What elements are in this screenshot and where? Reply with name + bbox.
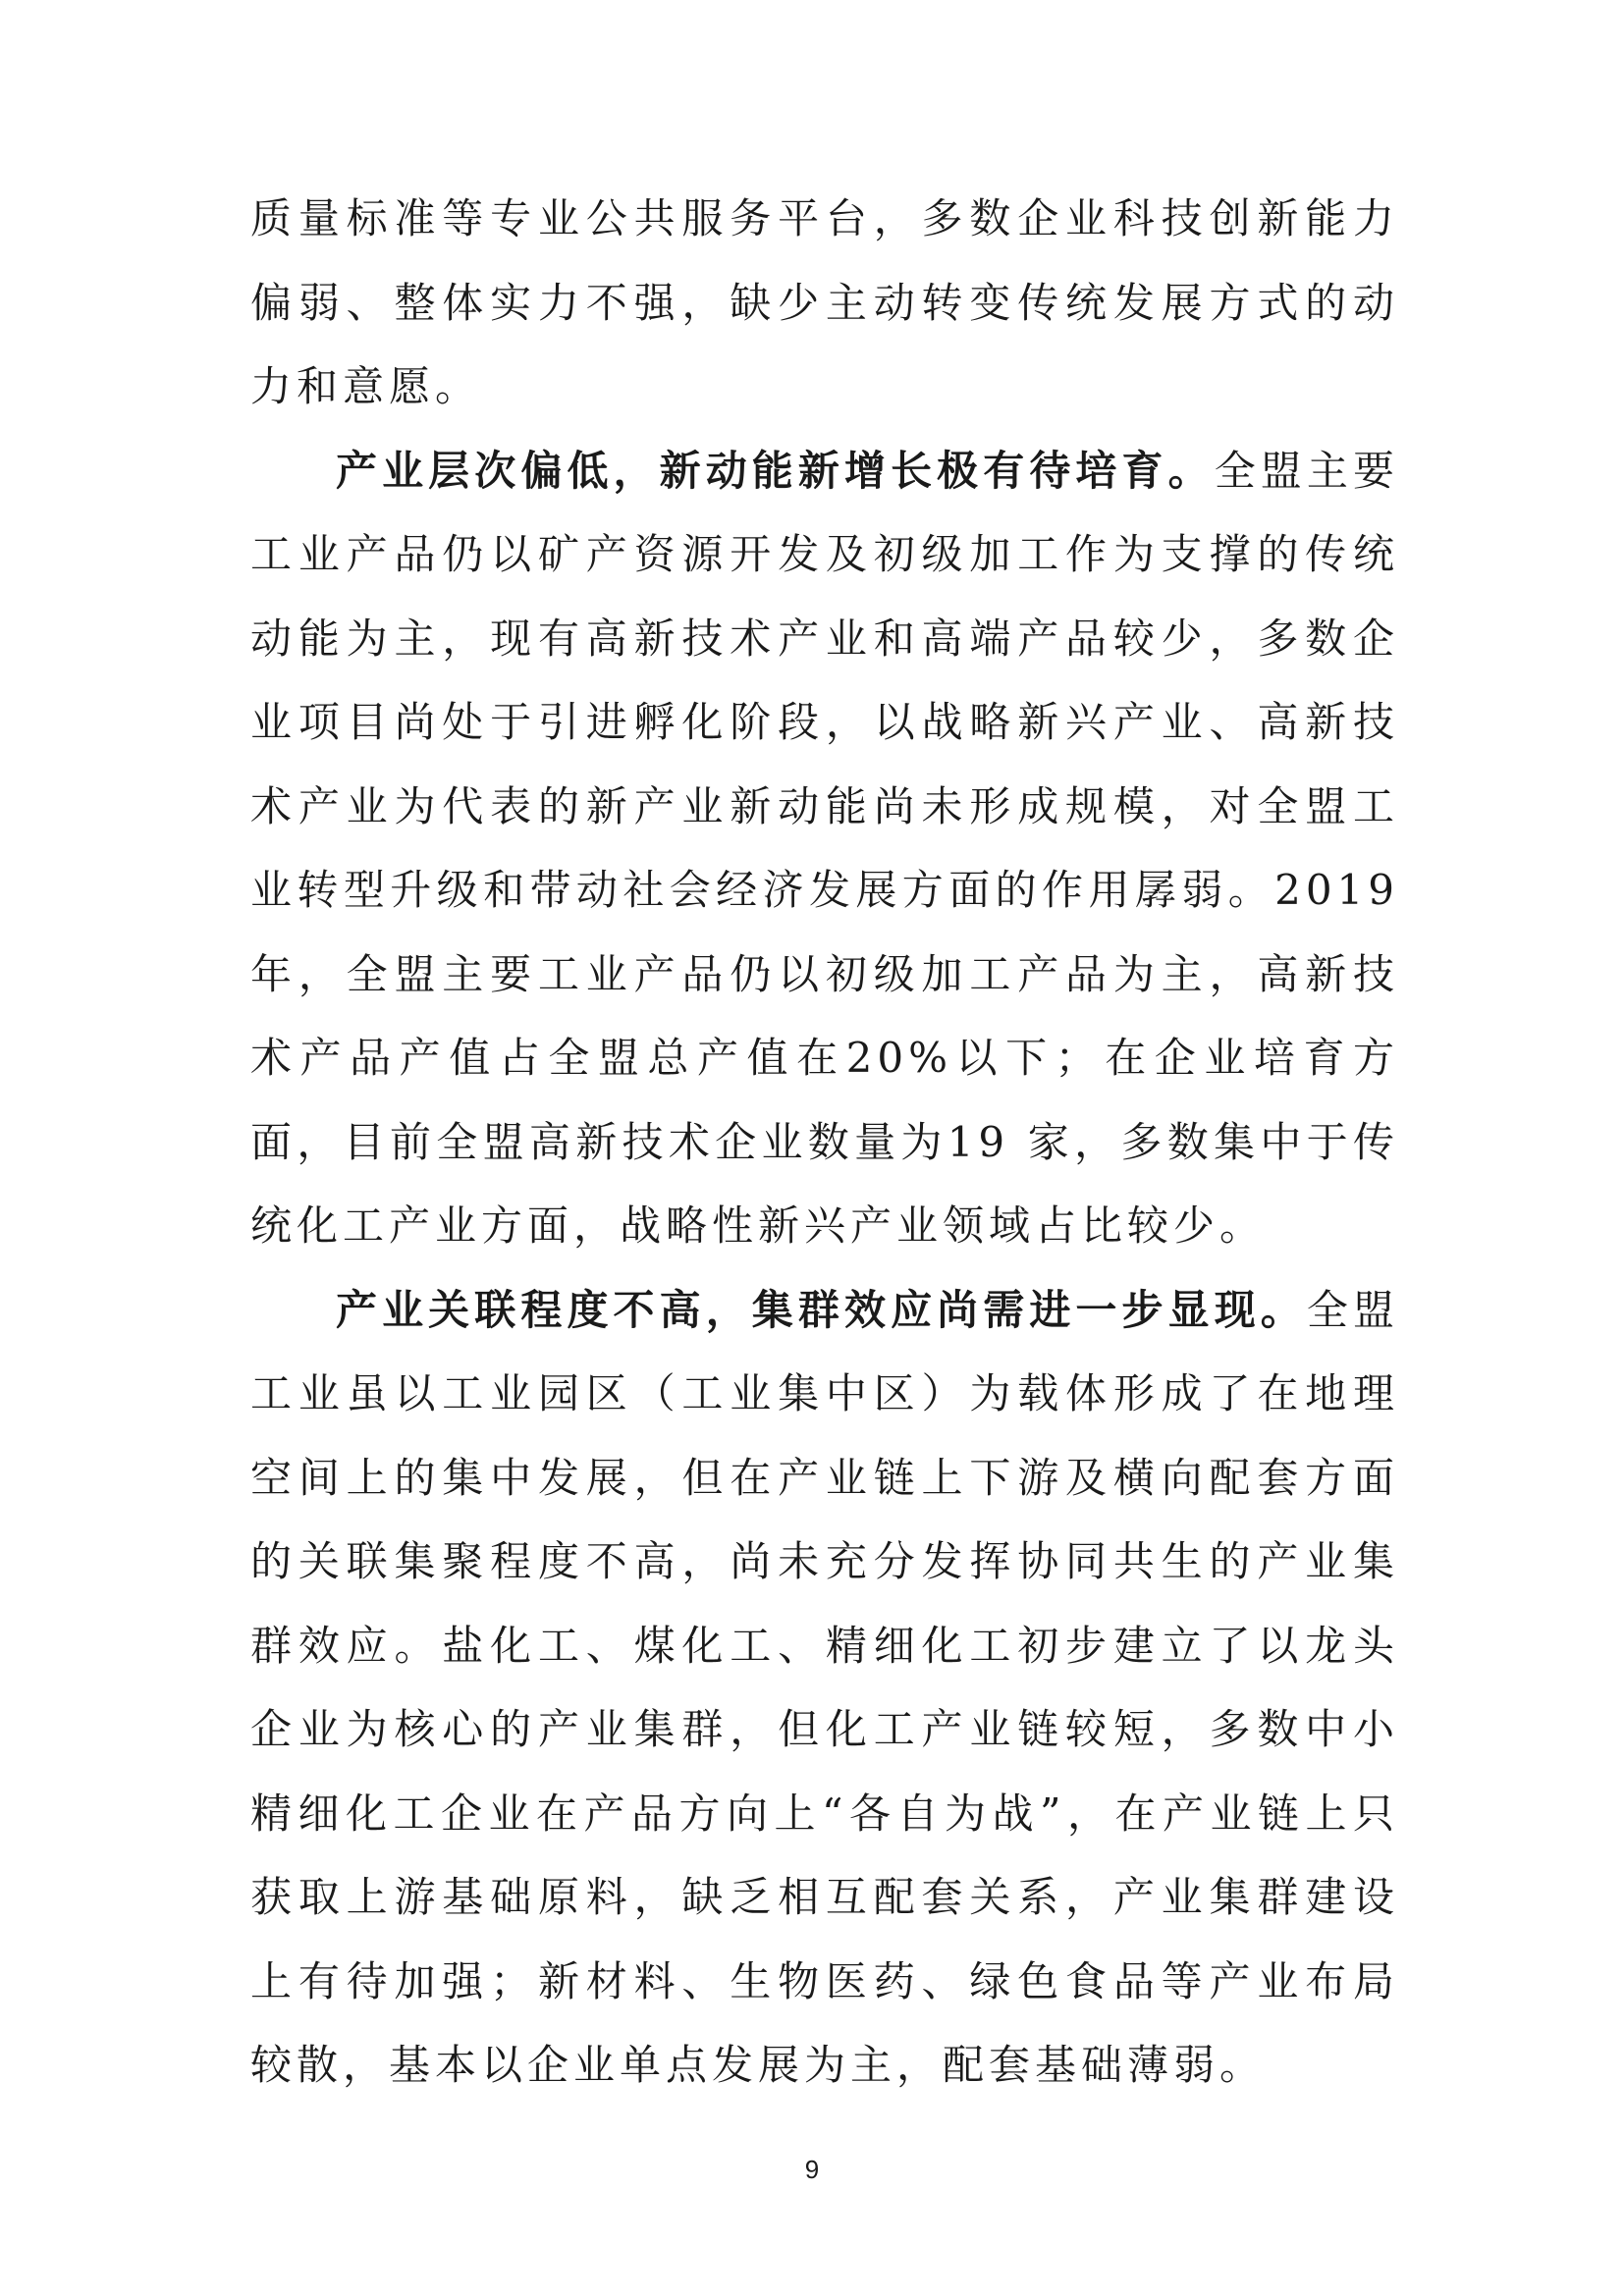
paragraph-industry-level [250,429,1399,1268]
paragraph-industry-cluster [250,1268,1399,2108]
paragraph-body: 全盟工业虽以工业园区（工业集中区）为载体形成了在地理空间上的集中发展，但在产业链上下游及横向配套方面的关联集聚程度不高，尚未充分发挥协同共生的产业集群效应。盐化工、煤化工、精细化工初步建立了以龙头企业为核心的产业集群，但化工产业链较短，多数中小精细化工企业在产品方向上“各自为战”，在产业链上只获取上游基础原料，缺乏相互配套关系，产业集群建设上有待加强；新材料、生物医药、绿色食品等产业布局较散，基本以企业单点发展为主，配套基础薄弱。 [250,1285,1399,2089]
paragraph-heading: 产业层次偏低，新动能新增长极有待培育。 [336,446,1215,495]
page-number: 9 [804,2155,820,2184]
paragraph-continuation [250,177,1399,429]
body-text [250,177,1399,2108]
paragraph-body: 质量标准等专业公共服务平台，多数企业科技创新能力偏弱、整体实力不强，缺少主动转变传统发展方式的动力和意愿。 [250,194,1399,410]
paragraph-heading: 产业关联程度不高，集群效应尚需进一步显现。 [336,1285,1307,1334]
paragraph-body: 全盟主要工业产品仍以矿产资源开发及初级加工作为支撑的传统动能为主，现有高新技术产业和高端产品较少，多数企业项目尚处于引进孵化阶段，以战略新兴产业、高新技术产业为代表的新产业新动能尚未形成规模，对全盟工业转型升级和带动社会经济发展方面的作用孱弱。2019 年，全盟主要工业产品仍以初级加工产品为主，高新技术产品产值占全盟总产值在20%以下；在企业培育方面，目前全盟高新技术企业数量为19 家，多数集中于传统化工产业方面，战略性新兴产业领域占比较少。 [250,446,1399,1250]
